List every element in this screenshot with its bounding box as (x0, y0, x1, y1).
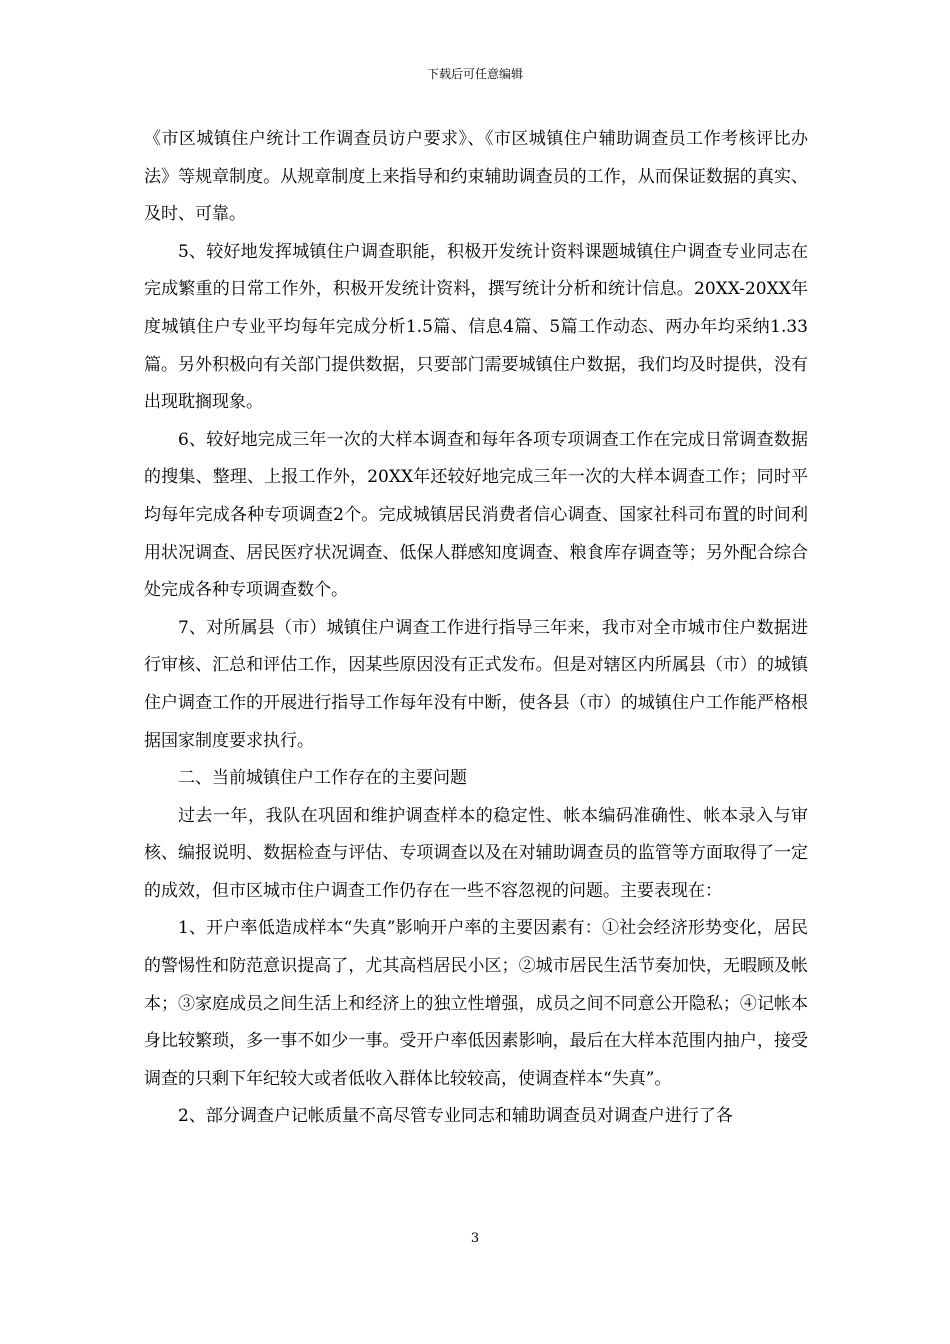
paragraph: 过去一年，我队在巩固和维护调查样本的稳定性、帐本编码准确性、帐本录入与审核、编报说明、数据检查与评估、专项调查以及在对辅助调查员的监管等方面取得了一定的成效，但市区城市住户调查工作仍存在一些不容忽视的问题。主要表现在： (144, 805, 808, 901)
section-heading: 二、当前城镇住户工作存在的主要问题 (178, 768, 467, 789)
paragraph: 6、较好地完成三年一次的大样本调查和每年各项专项调查工作在完成日常调查数据的搜集、整理、上报工作外，20XX年还较好地完成三年一次的大样本调查工作；同时平均每年完成各种专项调查2个。完成城镇居民消费者信心调查、国家社科司布置的时间利用状况调查、居民医疗状况调查、低保人群感知度调查、粮食库存调查等；另外配合综合处完成各种专项调查数个。 (144, 429, 808, 601)
paragraph: 《市区城镇住户统计工作调查员访户要求》、《市区城镇住户辅助调查员工作考核评比办法》等规章制度。从规章制度上来指导和约束辅助调查员的工作，从而保证数据的真实、及时、可靠。 (144, 129, 808, 225)
paragraph: 5、较好地发挥城镇住户调查职能，积极开发统计资料课题城镇住户调查专业同志在完成繁重的日常工作外，积极开发统计资料，撰写统计分析和统计信息。20XX-20XX年度城镇住户专业平均每年完成分析1.5篇、信息4篇、5篇工作动态、两办年均采纳1.33篇。另外积极向有关部门提供数据，只要部门需要城镇住户数据，我们均及时提供，没有出现耽搁现象。 (144, 241, 808, 413)
page-header: 下载后可任意编辑 (426, 67, 523, 81)
page-number: 3 (470, 1231, 480, 1246)
body-text (144, 121, 808, 1136)
paragraph: 1、开户率低造成样本“失真”影响开户率的主要因素有：①社会经济形势变化，居民的警惕性和防范意识提高了，尤其高档居民小区；②城市居民生活节奏加快，无暇顾及帐本；③家庭成员之间生活上和经济上的独立性增强，成员之间不同意公开隐私；④记帐本身比较繁琐，多一事不如少一事。受开户率低因素影响，最后在大样本范围内抽户，接受调查的只剩下年纪较大或者低收入群体比较较高，使调查样本“失真”。 (144, 918, 808, 1089)
paragraph: 7、对所属县（市）城镇住户调查工作进行指导三年来，我市对全市城市住户数据进行审核、汇总和评估工作，因某些原因没有正式发布。但是对辖区内所属县（市）的城镇住户调查工作的开展进行指导工作每年没有中断，使各县（市）的城镇住户工作能严格根据国家制度要求执行。 (144, 617, 808, 751)
paragraph: 2、部分调查户记帐质量不高尽管专业同志和辅助调查员对调查户进行了各 (178, 1106, 733, 1127)
